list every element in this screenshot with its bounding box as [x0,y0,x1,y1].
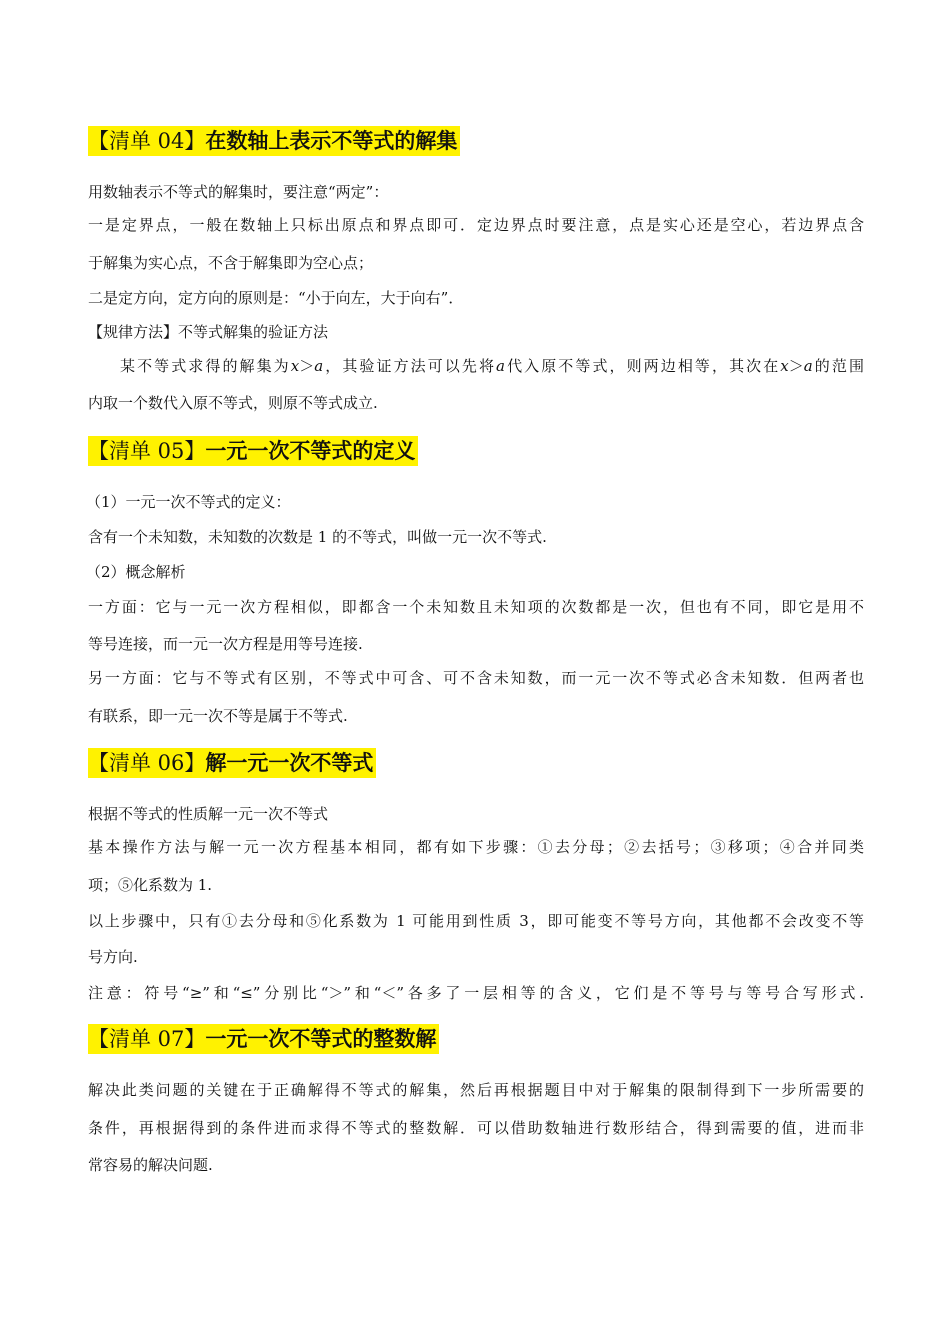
section-heading-04 [88,126,460,156]
paragraph-line: 含有一个未知数，未知数的次数是 1 的不等式，叫做一元一次不等式. [88,528,547,546]
paragraph-line: 条件，再根据得到的条件进而求得不等式的整数解．可以借助数轴进行数形结合，得到需要的值，进而非 [88,1119,864,1137]
paragraph-line: 项；⑤化系数为 1. [88,876,213,894]
paragraph-line: 等号连接，而一元一次方程是用等号连接. [88,635,363,653]
paragraph-line: 【规律方法】不等式解集的验证方法 [88,323,329,341]
paragraph-line: 一是定界点，一般在数轴上只标出原点和界点即可．定边界点时要注意，点是实心还是空心，若边界点含 [88,216,864,234]
section-tag: 【清单 05】 [88,439,206,463]
paragraph-line: 解决此类问题的关键在于正确解得不等式的解集，然后再根据题目中对于解集的限制得到下一步所需要的 [88,1081,864,1099]
section-tag: 【清单 07】 [88,1027,206,1051]
paragraph-line: （2）概念解析 [86,563,186,581]
paragraph-line: 一方面：它与一元一次方程相似，即都含一个未知数且未知项的次数都是一次，但也有不同，即它是用不 [88,598,864,616]
section-title: 在数轴上表示不等式的解集 [205,129,458,153]
paragraph-line: 号方向. [88,948,138,966]
section-tag: 【清单 04】 [88,129,206,153]
paragraph-line: 另一方面：它与不等式有区别，不等式中可含、可不含未知数，而一元一次不等式必含未知数．但两者也 [88,669,864,687]
paragraph-line: 用数轴表示不等式的解集时，要注意“两定”： [88,183,389,201]
section-heading-05 [88,436,418,466]
section-title: 解一元一次不等式 [205,751,374,775]
paragraph-line: 二是定方向，定方向的原则是：“小于向左，大于向右”． [88,289,464,307]
section-title: 一元一次不等式的整数解 [205,1027,437,1051]
section-heading-06 [88,748,376,778]
verification-method-line: 某不等式求得的解集为x＞a，其验证方法可以先将a代入原不等式，则两边相等，其次在x＞a的范围 [120,357,864,375]
paragraph-line: 于解集为实心点，不含于解集即为空心点； [88,254,374,272]
paragraph-line: 常容易的解决问题. [88,1156,213,1174]
section-tag: 【清单 06】 [88,751,206,775]
paragraph-line: （1）一元一次不等式的定义： [86,493,291,511]
paragraph-line: 有联系，即一元一次不等是属于不等式. [88,707,348,725]
paragraph-line: 以上步骤中，只有①去分母和⑤化系数为 1 可能用到性质 3，即可能变不等号方向，其他都不会改变不等 [88,912,864,930]
paragraph-line: 注意：符号“≥”和“≤”分别比“＞”和“＜”各多了一层相等的含义，它们是不等号与等号合写形式. [88,984,864,1002]
paragraph-line: 内取一个数代入原不等式，则原不等式成立. [88,394,378,412]
section-heading-07 [88,1024,439,1054]
paragraph-line: 根据不等式的性质解一元一次不等式 [88,805,329,823]
paragraph-line: 基本操作方法与解一元一次方程基本相同，都有如下步骤：①去分母；②去括号；③移项；④合并同类 [88,838,864,856]
section-title: 一元一次不等式的定义 [205,439,416,463]
